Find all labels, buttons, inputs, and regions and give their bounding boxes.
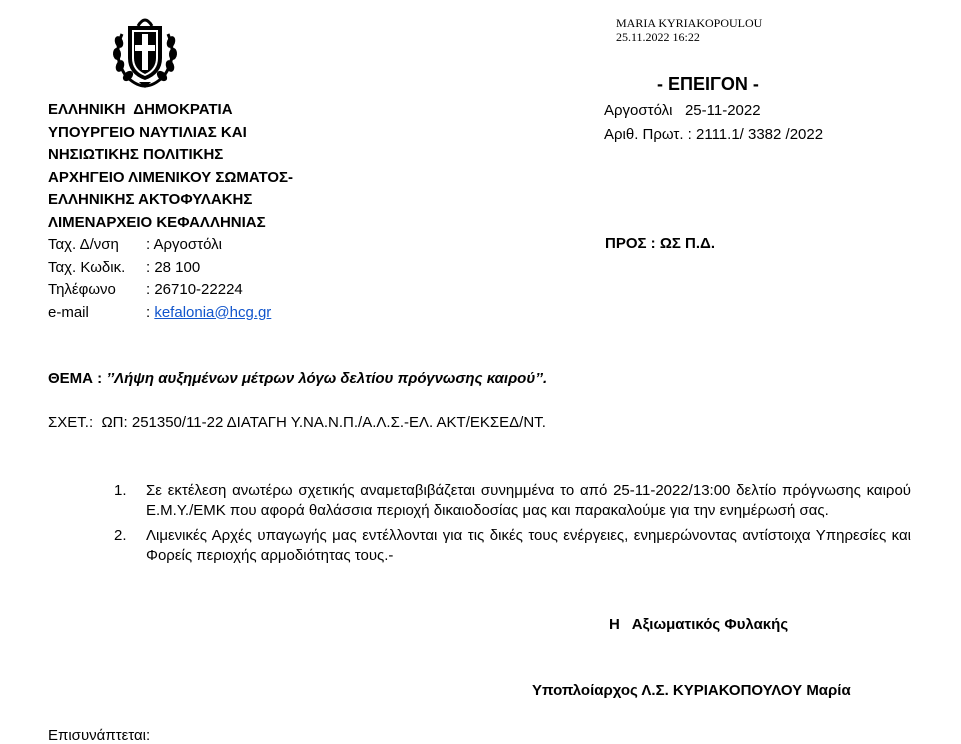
- list-item-number: 2.: [114, 527, 127, 544]
- reference-line: ΣΧΕΤ.: ΩΠ: 251350/11-22 ΔΙΑΤΑΓΗ Υ.ΝΑ.Ν.Π./Α.Λ.Σ.-ΕΛ. ΑΚΤ/ΕΚΣΕΔ/ΝΤ.: [48, 414, 546, 431]
- sender-line: ΑΡΧΗΓΕΙΟ ΛΙΜΕΝΙΚΟΥ ΣΩΜΑΤΟΣ-: [48, 168, 294, 186]
- email-label: e-mail: [48, 303, 89, 321]
- sender-line: ΝΗΣΙΩΤΙΚΗΣ ΠΟΛΙΤΙΚΗΣ: [48, 146, 224, 163]
- address-row: [48, 234, 293, 257]
- list-item-number: 1.: [114, 482, 127, 499]
- protocol-number: Αριθ. Πρωτ. : 2111.1/ 3382 /2022: [604, 125, 824, 143]
- attachments-label: Επισυνάπτεται:: [48, 727, 151, 744]
- subject-label: ΘΕΜΑ :: [48, 370, 107, 387]
- address-label: Ταχ. Δ/νση: [48, 236, 119, 253]
- list-item-text: Λιμενικές Αρχές υπαγωγής μας εντέλλονται για τις δικές τους ενέργειες, ενημερώνοντας αντίστοιχα Υπηρεσίες και Φορείς περιοχής αρμοδιότητας τους.-: [146, 527, 911, 564]
- recipient: ΠΡΟΣ : ΩΣ Π.Δ.: [605, 235, 715, 252]
- stamp-datetime: 25.11.2022 16:22: [616, 30, 700, 44]
- email-separator: :: [146, 303, 155, 321]
- signature-name: Υποπλοίαρχος Λ.Σ. ΚΥΡΙΑΚΟΠΟΥΛΟΥ Μαρία: [532, 682, 851, 699]
- zip-value: : 28 100: [146, 258, 201, 276]
- sender-block: [48, 99, 293, 324]
- stamp-name: MARIA KYRIAKOPOULOU: [616, 16, 763, 30]
- zip-label: Ταχ. Κωδικ.: [48, 258, 126, 276]
- phone-row: [48, 279, 293, 302]
- sender-line: ΥΠΟΥΡΓΕΙΟ ΝΑΥΤΙΛΙΑΣ ΚΑΙ: [48, 123, 247, 141]
- urgent-label: - ΕΠΕΙΓΟΝ -: [657, 74, 759, 94]
- subject-line: [48, 370, 547, 387]
- phone-value: : 26710-22224: [146, 281, 243, 298]
- phone-label: Τηλέφωνο: [48, 281, 116, 298]
- list-item: [114, 526, 911, 566]
- body-list: [114, 481, 911, 571]
- greek-coat-of-arms-icon: [108, 12, 182, 90]
- zip-row: [48, 257, 293, 280]
- sender-line: ΕΛΛΗΝΙΚΗ ΔΗΜΟΚΡΑΤΙΑ: [48, 101, 233, 118]
- list-item: [114, 481, 911, 521]
- place-date: Αργοστόλι 25-11-2022: [604, 102, 761, 119]
- address-value: : Αργοστόλι: [146, 236, 222, 253]
- list-item-text: Σε εκτέλεση ανωτέρω σχετικής αναμεταβιβάζεται συνημμένα το από 25-11-2022/13:00 δελτίο πρόγνωσης καιρού Ε.Μ.Υ./ΕΜΚ που αφορά θαλάσσια περιοχή δικαιοδοσίας μας και παρακαλούμε για την ενημέρωσή σας.: [146, 482, 911, 519]
- subject-text: ’’Λήψη αυξημένων μέτρων λόγω δελτίου πρόγνωσης καιρού’’.: [106, 370, 548, 387]
- email-row: [48, 302, 293, 325]
- digital-signature-stamp: [616, 16, 762, 44]
- email-link[interactable]: kefalonia@hcg.gr: [154, 303, 272, 321]
- signature-title: Η Αξιωματικός Φυλακής: [609, 616, 789, 633]
- sender-line: ΕΛΛΗΝΙΚΗΣ ΑΚΤΟΦΥΛΑΚΗΣ: [48, 191, 253, 208]
- date-protocol-block: [604, 99, 823, 146]
- sender-line: ΛΙΜΕΝΑΡΧΕΙΟ ΚΕΦΑΛΛΗΝΙΑΣ: [48, 213, 266, 231]
